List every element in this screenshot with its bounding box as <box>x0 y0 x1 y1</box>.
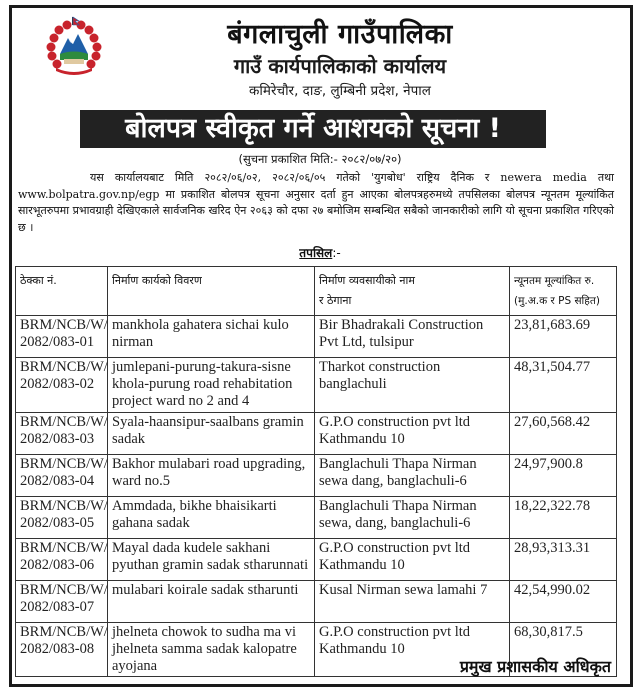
header-contract-no: ठेक्का नं. <box>16 267 108 316</box>
work-description: mulabari koirale sadak stharunti <box>108 581 315 623</box>
government-emblem-icon <box>42 16 106 80</box>
contractor: Kusal Nirman sewa lamahi 7 <box>315 581 510 623</box>
schedule-suffix: :- <box>332 246 341 260</box>
work-description: Mayal dada kudele sakhani pyuthan gramin sadak stharunnati <box>108 539 315 581</box>
contract-no: BRM/NCB/W/ 2082/083-05 <box>16 497 108 539</box>
table-header-row <box>16 267 617 316</box>
work-description: mankhola gahatera sichai kulo nirman <box>108 316 315 358</box>
work-description: Ammdada, bikhe bhaisikarti gahana sadak <box>108 497 315 539</box>
header-contractor <box>315 267 510 316</box>
signatory-title: प्रमुख प्रशासकीय अधिकृत <box>459 657 611 676</box>
contractor: G.P.O construction pvt ltd Kathmandu 10 <box>315 539 510 581</box>
contract-no: BRM/NCB/W/ 2082/083-03 <box>16 413 108 455</box>
table-row <box>16 316 617 358</box>
work-description: jhelneta chowok to sudha ma vi jhelneta samma sadak kalopatre ayojana <box>108 623 315 677</box>
amount: 18,22,322.78 <box>510 497 617 539</box>
table-row <box>16 455 617 497</box>
contractor: Tharkot construction banglachuli <box>315 358 510 413</box>
header-amount <box>510 267 617 316</box>
notice-heading: बोलपत्र स्वीकृत गर्ने आशयको सूचना ! <box>80 110 546 148</box>
contract-no: BRM/NCB/W/ 2082/083-07 <box>16 581 108 623</box>
published-date: (सुचना प्रकाशित मिति:- २०८२/०७/२०) <box>238 152 402 166</box>
header-work-description: निर्माण कार्यको विवरण <box>108 267 315 316</box>
contract-no: BRM/NCB/W/ 2082/083-04 <box>16 455 108 497</box>
contractor: Banglachuli Thapa Nirman sewa dang, banglachuli-6 <box>315 455 510 497</box>
notice-body-text: यस कार्यालयबाट मिति २०८२/०६/०२, २०८२/०६/०५ गतेको 'युगबोध' राष्ट्रिय दैनिक र newera media तथा www.bolpatra.gov.np/egp मा प्रकाशित बोलपत्र सूचना अनुसार दर्ता हुन आएका बोलपत्रहरुमध्ये तपसिलका बोलपत्र न्यूनतम मूल्यांकित सारभूतरुपमा प्रभावग्राही देखिएकाले सार्वजनिक खरिद ऐन २०६३ को दफा २७ बमोजिम सम्बन्धित सबैको जानकारीको लागि यो सूचना प्रकाशित गरिएको छ । <box>18 171 614 234</box>
amount: 48,31,504.77 <box>510 358 617 413</box>
header-contractor-line1: निर्माण व्यवसायीको नाम <box>319 274 415 287</box>
table-row <box>16 358 617 413</box>
contract-no: BRM/NCB/W/ 2082/083-02 <box>16 358 108 413</box>
contractor: G.P.O construction pvt ltd Kathmandu 10 <box>315 413 510 455</box>
schedule-heading <box>240 244 400 261</box>
schedule-label: तपसिल <box>299 246 333 260</box>
amount: 68,30,817.5 <box>510 623 617 677</box>
work-description: Syala-haansipur-saalbans gramin sadak <box>108 413 315 455</box>
table-row <box>16 581 617 623</box>
contractor: G.P.O construction pvt ltd Kathmandu 10 <box>315 623 510 677</box>
table-row <box>16 413 617 455</box>
office-name: गाउँ कार्यपालिकाको कार्यालय <box>233 54 447 78</box>
contract-no: BRM/NCB/W/ 2082/083-06 <box>16 539 108 581</box>
amount: 28,93,313.31 <box>510 539 617 581</box>
contract-no: BRM/NCB/W/ 2082/083-01 <box>16 316 108 358</box>
office-address: कमिरेचौर, दाङ, लुम्बिनी प्रदेश, नेपाल <box>249 83 431 99</box>
awarded-bids-table <box>15 266 617 677</box>
work-description: jumlepani-purung-takura-sisne khola-purung road rehabitation project ward no 2 and 4 <box>108 358 315 413</box>
amount: 42,54,990.02 <box>510 581 617 623</box>
amount: 23,81,683.69 <box>510 316 617 358</box>
amount: 27,60,568.42 <box>510 413 617 455</box>
amount: 24,97,900.8 <box>510 455 617 497</box>
contract-no: BRM/NCB/W/ 2082/083-08 <box>16 623 108 677</box>
contractor: Banglachuli Thapa Nirman sewa, dang, banglachuli-6 <box>315 497 510 539</box>
notice-body <box>18 170 614 236</box>
header-amount-line1: न्यूनतम मूल्यांकित रु. <box>514 275 595 287</box>
header-contractor-line2: र ठेगाना <box>319 294 352 307</box>
work-description: Bakhor mulabari road upgrading, ward no.5 <box>108 455 315 497</box>
table-row <box>16 497 617 539</box>
contractor: Bir Bhadrakali Construction Pvt Ltd, tulsipur <box>315 316 510 358</box>
municipality-title: बंगलाचुली गाउँपालिका <box>227 19 453 50</box>
header-amount-line2: (मु.अ.क र PS सहित) <box>514 295 600 307</box>
table-row <box>16 539 617 581</box>
